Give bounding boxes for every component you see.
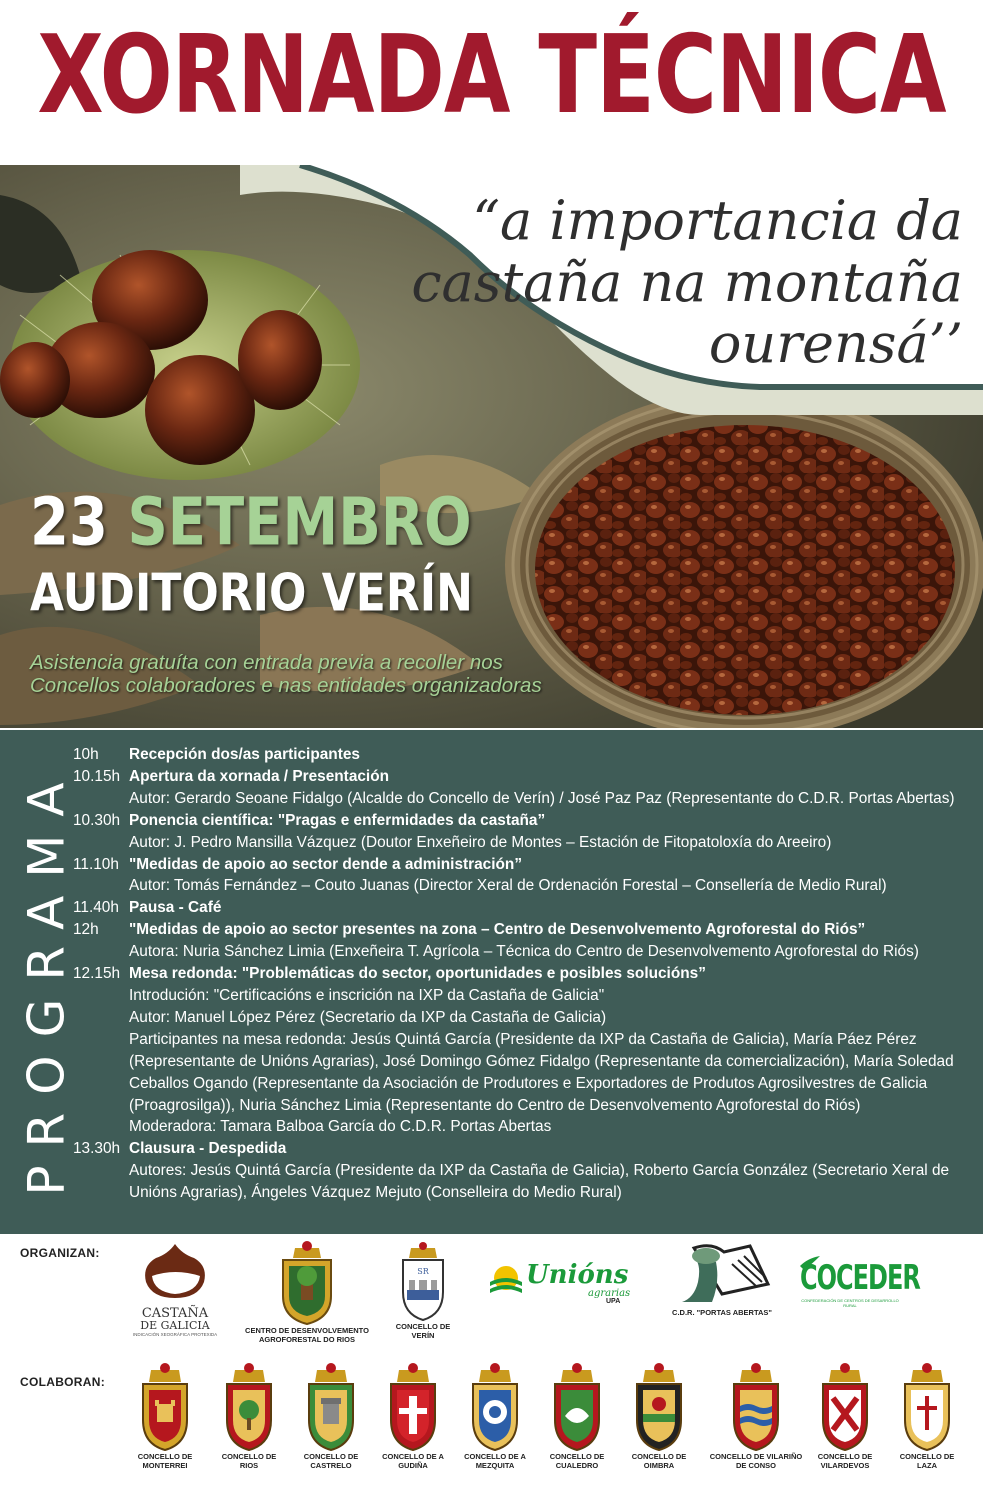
vilarino-caption: CONCELLO DE VILARIÑO DE CONSO — [709, 1452, 803, 1470]
schedule-item: Participantes na mesa redonda: Jesús Quintá García (Presidente da IXP da Castaña de Galicia), María Páez Pérez (Representante de Unións Agrarias), José Domingo Gómez Fidalgo (Representante da comercialización), María Soledad Ceballos Ogando (Representante da Asociación de Produtores e Exportadores de Produtos Agrosilvestres de Galicia (Proagrosilga)), Nuria Sánchez Limia (Representante do Centro de Desenvolvemento Agroforestal do Riós) — [129, 1030, 954, 1114]
coat-of-arms-icon — [303, 1360, 359, 1452]
coat-of-arms-icon — [549, 1360, 605, 1452]
schedule-item: 10.15h Apertura da xornada / Presentación — [73, 767, 390, 785]
centro-desenvolvemento-logo — [244, 1238, 370, 1344]
coat-of-arms-icon — [277, 1238, 337, 1326]
schedule-item: Autores: Jesús Quintá García (Presidente da IXP da Castaña de Galicia), Roberto García González (Secretario Xeral de Unións Agrarias), Ángeles Vázquez Mejuto (Conselleira do Medio Rural) — [129, 1162, 950, 1202]
unions-agrarias-logo — [488, 1258, 631, 1308]
event-venue: AUDITORIO VERÍN — [30, 563, 473, 624]
coceder-logo — [800, 1258, 920, 1308]
rios-logo — [216, 1360, 282, 1470]
poster-title: XORNADA TÉCNICA — [37, 13, 946, 139]
sun-icon — [488, 1262, 524, 1298]
vilarino-de-conso-logo — [706, 1360, 806, 1470]
cualedro-caption: CONCELLO DE CUALEDRO — [549, 1452, 605, 1470]
a-gudina-caption: CONCELLO DE A GUDIÑA — [382, 1452, 444, 1470]
unions-name: Unións — [526, 1260, 629, 1290]
svg-text:SR: SR — [417, 1267, 429, 1276]
coat-of-arms-icon — [817, 1360, 873, 1452]
schedule-item: 11.40h Pausa - Café — [73, 899, 222, 917]
castrelo-logo — [298, 1360, 364, 1470]
vilardevos-caption: CONCELLO DE VILARDEVOS — [817, 1452, 873, 1470]
schedule-item: 10h Recepción dos/as participantes — [73, 746, 360, 763]
subtitle-line-1: “a importancia da — [472, 189, 963, 252]
attendance-note: Asistencia gratuíta con entrada previa a recoller nos Concellos colaboradores e nas entidades organizadoras — [30, 651, 542, 697]
cdr-portas-abertas-logo — [660, 1242, 784, 1317]
schedule-item: Autora: Nuria Sánchez Limia (Enxeñeira T. Agrícola – Técnica do Centro de Desenvolvemento Agroforestal do Riós) — [129, 943, 919, 961]
subtitle-line-2: castaña na montaña — [411, 250, 963, 314]
cualedro-logo — [544, 1360, 610, 1470]
schedule-item: 12.15h Mesa redonda: "Problemáticas do sector, oportunidades e posibles solucións” — [73, 965, 706, 983]
monterrei-caption: CONCELLO DE MONTERREI — [137, 1452, 193, 1470]
a-mezquita-caption: CONCELLO DE A MEZQUITA — [464, 1452, 526, 1470]
rios-caption: CONCELLO DE RIOS — [221, 1452, 277, 1470]
oimbra-caption: CONCELLO DE OIMBRA — [631, 1452, 687, 1470]
schedule-item: 13.30h Clausura - Despedida — [73, 1140, 287, 1158]
coat-of-arms-icon — [137, 1360, 193, 1452]
event-day: 23 — [30, 484, 108, 561]
vilardevos-logo — [812, 1360, 878, 1470]
oimbra-logo — [626, 1360, 692, 1470]
schedule-item: Autor: J. Pedro Mansilla Vázquez (Doutor Enxeñeiro de Montes – Estación de Fitopatoloxía do Areeiro) — [129, 833, 832, 851]
event-month: SETEMBRO — [127, 484, 472, 561]
event-date — [30, 484, 472, 561]
subtitle-line-3: ourensá’’ — [708, 312, 963, 376]
cdr-caption: C.D.R. "PORTAS ABERTAS" — [672, 1308, 772, 1317]
schedule-item: Autor: Gerardo Seoane Fidalgo (Alcalde do Concello de Verín) / José Paz Paz (Representante do C.D.R. Portas Abertas) — [129, 789, 955, 807]
schedule-item: Moderadora: Tamara Balboa García do C.D.R. Portas Abertas — [129, 1118, 552, 1136]
laza-logo — [894, 1360, 960, 1470]
coceder-sub: CONFEDERACIÓN DE CENTROS DE DESARROLLO RURAL — [801, 1298, 899, 1308]
coat-of-arms-icon — [221, 1360, 277, 1452]
castana-tagline: INDICACIÓN XEOGRÁFICA PROTEXIDA — [132, 1332, 218, 1337]
coat-of-arms-icon — [399, 1240, 447, 1322]
program-schedule — [73, 744, 963, 1204]
verin-logo — [390, 1240, 456, 1340]
monterrei-logo — [132, 1360, 198, 1470]
schedule-item: 11.10h "Medidas de apoio ao sector dende a administración” — [73, 855, 523, 873]
sponsors-section — [0, 1234, 983, 1500]
chestnut-icon — [140, 1240, 210, 1302]
schedule-item: Autor: Tomás Fernández – Couto Juanas (Director Xeral de Ordenación Forestal – Consellería de Medio Rural) — [129, 877, 887, 895]
schedule-item: 10.30h Ponencia científica: "Pragas e enfermidades da castaña” — [73, 811, 546, 829]
organizers-label: ORGANIZAN: — [20, 1246, 100, 1260]
laza-caption: CONCELLO DE LAZA — [899, 1452, 955, 1470]
coceder-name: COCEDER — [800, 1258, 920, 1298]
unions-sub: agrarias — [588, 1288, 631, 1299]
coat-of-arms-icon — [728, 1360, 784, 1452]
program-label: PROGRAMA — [18, 764, 77, 1196]
event-subtitle — [343, 190, 963, 375]
coat-of-arms-icon — [631, 1360, 687, 1452]
castana-name: CASTAÑA — [141, 1306, 209, 1321]
castana-name-2: DE GALICIA — [140, 1319, 210, 1332]
coat-of-arms-icon — [467, 1360, 523, 1452]
collaborators-label: COLABORAN: — [20, 1375, 105, 1389]
coat-of-arms-icon — [385, 1360, 441, 1452]
a-mezquita-logo — [462, 1360, 528, 1470]
coat-of-arms-icon — [899, 1360, 955, 1452]
centro-caption: CENTRO DE DESENVOLVEMENTO AGROFORESTAL DO RIOS — [245, 1326, 369, 1344]
castrelo-caption: CONCELLO DE CASTRELO — [303, 1452, 359, 1470]
verin-caption: CONCELLO DE VERÍN — [395, 1322, 451, 1340]
schedule-item: 12h "Medidas de apoio ao sector presentes na zona – Centro de Desenvolvemento Agroforestal do Riós” — [73, 921, 866, 939]
portas-abertas-icon — [672, 1242, 772, 1308]
a-gudina-logo — [380, 1360, 446, 1470]
schedule-item: Introdución: "Certificacións e inscrición na IXP da Castaña de Galicia" — [129, 986, 605, 1004]
schedule-item: Autor: Manuel López Pérez (Secretario da IXP da Castaña de Galicia) — [129, 1008, 607, 1026]
unions-upa: UPA — [606, 1298, 621, 1305]
castana-galicia-logo — [130, 1240, 220, 1337]
